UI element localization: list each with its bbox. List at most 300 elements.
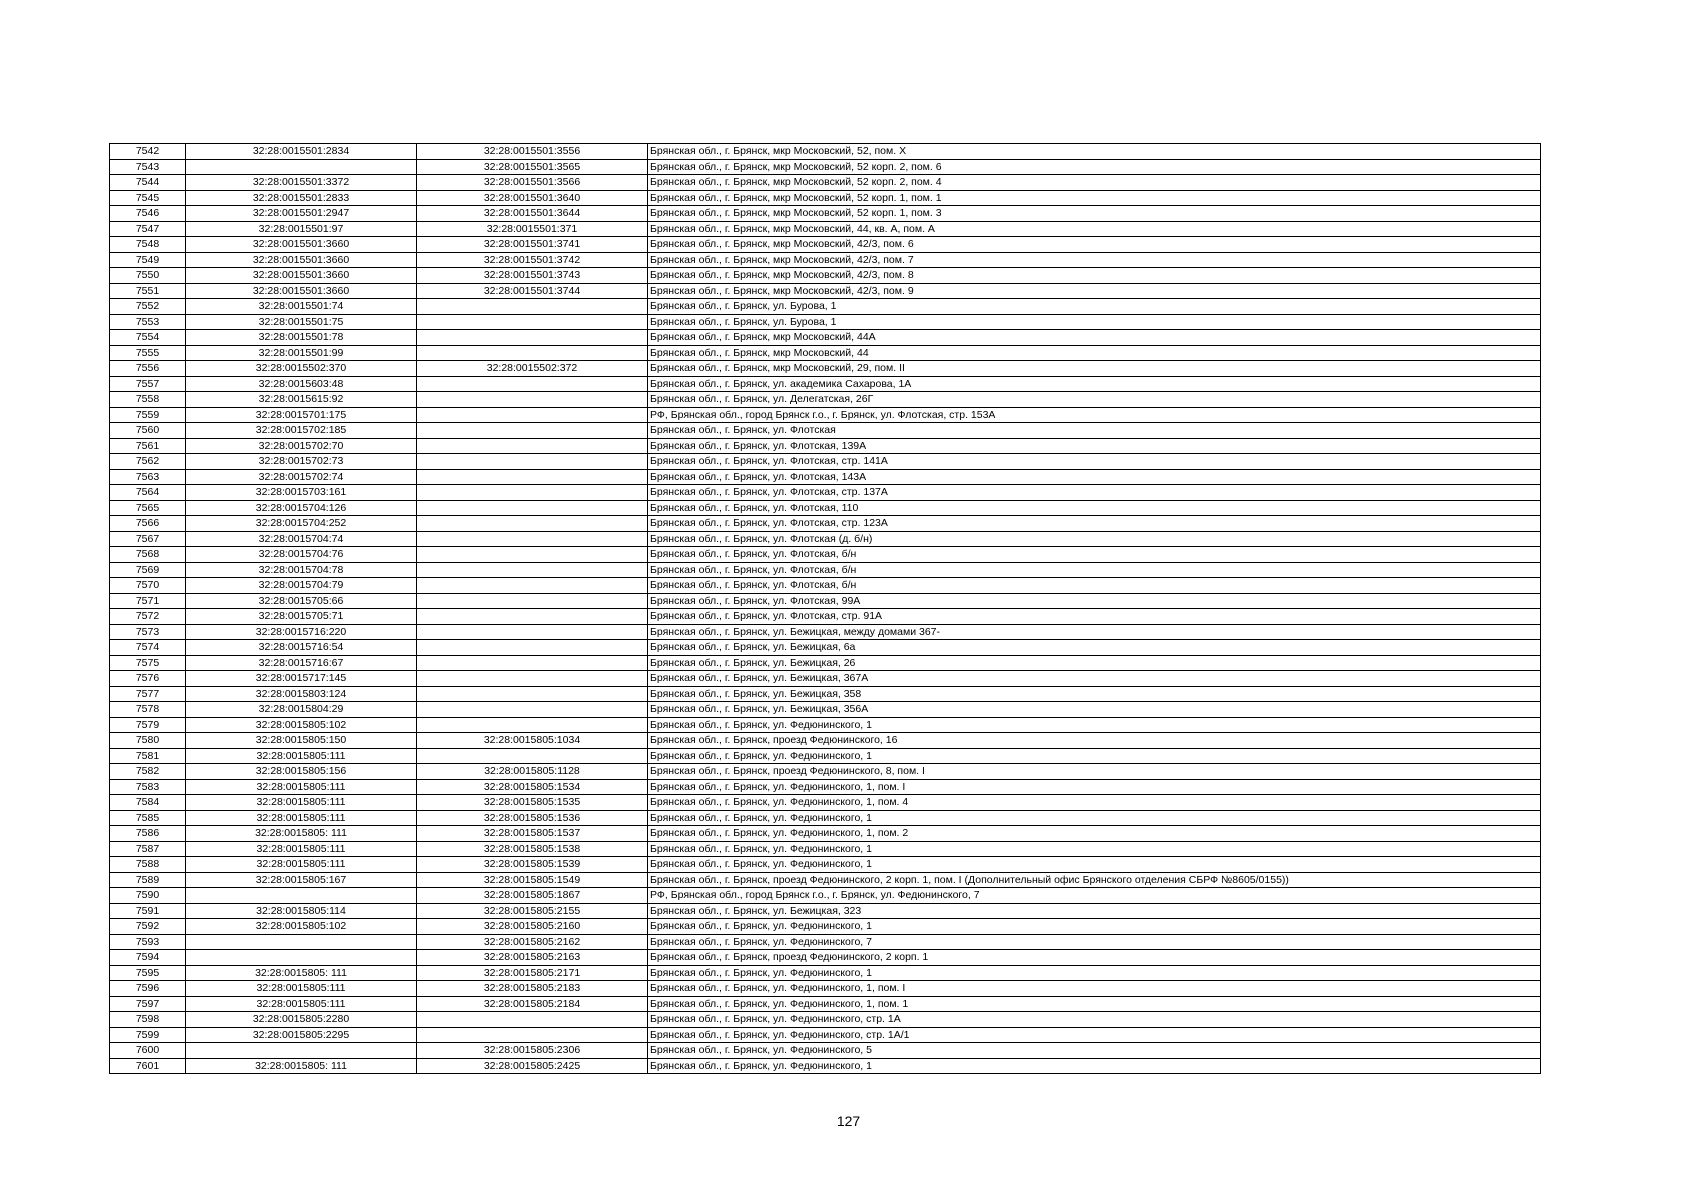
building-cadastral-number-cell: 32:28:0015501:3640 — [417, 190, 648, 206]
row-number-cell: 7572 — [110, 609, 186, 625]
address-cell: Брянская обл., г. Брянск, мкр Московский, 52 корп. 1, пом. 1 — [648, 190, 1541, 206]
table-row — [110, 624, 1541, 640]
row-number-cell: 7548 — [110, 237, 186, 253]
row-number-cell: 7577 — [110, 686, 186, 702]
building-cadastral-number-cell — [417, 345, 648, 361]
row-number-cell: 7594 — [110, 950, 186, 966]
parcel-cadastral-number-cell — [186, 159, 417, 175]
address-cell: Брянская обл., г. Брянск, ул. Федюнинского, 1, пом. I — [648, 779, 1541, 795]
row-number-cell: 7584 — [110, 795, 186, 811]
property-table — [109, 143, 1541, 1074]
building-cadastral-number-cell: 32:28:0015805:2184 — [417, 996, 648, 1012]
row-number-cell: 7562 — [110, 454, 186, 470]
building-cadastral-number-cell — [417, 593, 648, 609]
parcel-cadastral-number-cell — [186, 934, 417, 950]
row-number-cell: 7591 — [110, 903, 186, 919]
row-number-cell: 7578 — [110, 702, 186, 718]
address-cell: Брянская обл., г. Брянск, ул. Федюнинского, 1 — [648, 841, 1541, 857]
table-row — [110, 314, 1541, 330]
building-cadastral-number-cell: 32:28:0015501:3742 — [417, 252, 648, 268]
address-cell: Брянская обл., г. Брянск, ул. Флотская, 139А — [648, 438, 1541, 454]
table-row — [110, 826, 1541, 842]
row-number-cell: 7601 — [110, 1058, 186, 1074]
building-cadastral-number-cell — [417, 1012, 648, 1028]
address-cell: Брянская обл., г. Брянск, ул. Флотская, 143А — [648, 469, 1541, 485]
table-row — [110, 144, 1541, 160]
table-row — [110, 996, 1541, 1012]
building-cadastral-number-cell — [417, 330, 648, 346]
parcel-cadastral-number-cell: 32:28:0015704:126 — [186, 500, 417, 516]
building-cadastral-number-cell: 32:28:0015805:2163 — [417, 950, 648, 966]
row-number-cell: 7569 — [110, 562, 186, 578]
address-cell: Брянская обл., г. Брянск, ул. Федюнинского, 1, пом. I — [648, 981, 1541, 997]
address-cell: Брянская обл., г. Брянск, ул. Флотская, б/н — [648, 547, 1541, 563]
parcel-cadastral-number-cell: 32:28:0015805:111 — [186, 996, 417, 1012]
address-cell: Брянская обл., г. Брянск, ул. Флотская, стр. 141А — [648, 454, 1541, 470]
parcel-cadastral-number-cell: 32:28:0015805:102 — [186, 919, 417, 935]
row-number-cell: 7549 — [110, 252, 186, 268]
row-number-cell: 7545 — [110, 190, 186, 206]
table-row — [110, 810, 1541, 826]
row-number-cell: 7590 — [110, 888, 186, 904]
row-number-cell: 7566 — [110, 516, 186, 532]
row-number-cell: 7595 — [110, 965, 186, 981]
table-row — [110, 578, 1541, 594]
row-number-cell: 7588 — [110, 857, 186, 873]
address-cell: Брянская обл., г. Брянск, ул. Федюнинского, 1 — [648, 748, 1541, 764]
address-cell: Брянская обл., г. Брянск, ул. Бежицкая, 6а — [648, 640, 1541, 656]
row-number-cell: 7592 — [110, 919, 186, 935]
address-cell: Брянская обл., г. Брянск, ул. Федюнинского, 1 — [648, 717, 1541, 733]
parcel-cadastral-number-cell: 32:28:0015501:74 — [186, 299, 417, 315]
table-row — [110, 965, 1541, 981]
building-cadastral-number-cell — [417, 376, 648, 392]
row-number-cell: 7582 — [110, 764, 186, 780]
table-row — [110, 159, 1541, 175]
address-cell: Брянская обл., г. Брянск, ул. Федюнинского, 5 — [648, 1043, 1541, 1059]
table-row — [110, 547, 1541, 563]
row-number-cell: 7546 — [110, 206, 186, 222]
address-cell: Брянская обл., г. Брянск, проезд Федюнинского, 2 корп. 1, пом. I (Дополнительный офис Брянского отделения СБРФ №8605/0155)) — [648, 872, 1541, 888]
row-number-cell: 7574 — [110, 640, 186, 656]
address-cell: Брянская обл., г. Брянск, ул. Бежицкая, 26 — [648, 655, 1541, 671]
parcel-cadastral-number-cell: 32:28:0015716:67 — [186, 655, 417, 671]
building-cadastral-number-cell: 32:28:0015501:3743 — [417, 268, 648, 284]
table-row — [110, 717, 1541, 733]
building-cadastral-number-cell — [417, 640, 648, 656]
parcel-cadastral-number-cell — [186, 950, 417, 966]
building-cadastral-number-cell: 32:28:0015502:372 — [417, 361, 648, 377]
address-cell: Брянская обл., г. Брянск, мкр Московский, 44, кв. А, пом. А — [648, 221, 1541, 237]
parcel-cadastral-number-cell: 32:28:0015804:29 — [186, 702, 417, 718]
building-cadastral-number-cell — [417, 547, 648, 563]
address-cell: Брянская обл., г. Брянск, ул. Флотская, 110 — [648, 500, 1541, 516]
address-cell: Брянская обл., г. Брянск, ул. Федюнинского, стр. 1А — [648, 1012, 1541, 1028]
table-row — [110, 702, 1541, 718]
parcel-cadastral-number-cell — [186, 1043, 417, 1059]
parcel-cadastral-number-cell: 32:28:0015704:78 — [186, 562, 417, 578]
parcel-cadastral-number-cell: 32:28:0015701:175 — [186, 407, 417, 423]
parcel-cadastral-number-cell: 32:28:0015803:124 — [186, 686, 417, 702]
table-row — [110, 733, 1541, 749]
parcel-cadastral-number-cell: 32:28:0015501:3372 — [186, 175, 417, 191]
address-cell: Брянская обл., г. Брянск, ул. Федюнинского, 1 — [648, 919, 1541, 935]
page-number: 127 — [836, 1113, 861, 1129]
building-cadastral-number-cell — [417, 562, 648, 578]
parcel-cadastral-number-cell: 32:28:0015501:75 — [186, 314, 417, 330]
table-row — [110, 609, 1541, 625]
address-cell: Брянская обл., г. Брянск, мкр Московский, 52 корп. 2, пом. 4 — [648, 175, 1541, 191]
address-cell: Брянская обл., г. Брянск, мкр Московский, 52, пом. X — [648, 144, 1541, 160]
address-cell: Брянская обл., г. Брянск, ул. Флотская, стр. 91А — [648, 609, 1541, 625]
parcel-cadastral-number-cell: 32:28:0015805:2280 — [186, 1012, 417, 1028]
building-cadastral-number-cell: 32:28:0015501:371 — [417, 221, 648, 237]
address-cell: Брянская обл., г. Брянск, ул. Флотская, стр. 123А — [648, 516, 1541, 532]
parcel-cadastral-number-cell: 32:28:0015501:3660 — [186, 268, 417, 284]
address-cell: Брянская обл., г. Брянск, ул. Флотская, б/н — [648, 578, 1541, 594]
row-number-cell: 7580 — [110, 733, 186, 749]
parcel-cadastral-number-cell: 32:28:0015705:66 — [186, 593, 417, 609]
row-number-cell: 7564 — [110, 485, 186, 501]
row-number-cell: 7573 — [110, 624, 186, 640]
row-number-cell: 7543 — [110, 159, 186, 175]
table-body — [110, 144, 1541, 1074]
table-row — [110, 485, 1541, 501]
row-number-cell: 7570 — [110, 578, 186, 594]
address-cell: Брянская обл., г. Брянск, ул. Федюнинского, 1, пом. 2 — [648, 826, 1541, 842]
table-row — [110, 934, 1541, 950]
row-number-cell: 7600 — [110, 1043, 186, 1059]
building-cadastral-number-cell: 32:28:0015501:3644 — [417, 206, 648, 222]
parcel-cadastral-number-cell: 32:28:0015805:111 — [186, 779, 417, 795]
address-cell: Брянская обл., г. Брянск, ул. Федюнинского, 1, пом. 1 — [648, 996, 1541, 1012]
table-row — [110, 345, 1541, 361]
address-cell: Брянская обл., г. Брянск, мкр Московский, 42/3, пом. 6 — [648, 237, 1541, 253]
address-cell: Брянская обл., г. Брянск, ул. Бежицкая, 358 — [648, 686, 1541, 702]
row-number-cell: 7551 — [110, 283, 186, 299]
table-row — [110, 376, 1541, 392]
row-number-cell: 7544 — [110, 175, 186, 191]
building-cadastral-number-cell: 32:28:0015805:1535 — [417, 795, 648, 811]
row-number-cell: 7575 — [110, 655, 186, 671]
parcel-cadastral-number-cell: 32:28:0015805: 111 — [186, 1058, 417, 1074]
row-number-cell: 7557 — [110, 376, 186, 392]
table-row — [110, 407, 1541, 423]
address-cell: Брянская обл., г. Брянск, мкр Московский, 52 корп. 2, пом. 6 — [648, 159, 1541, 175]
building-cadastral-number-cell — [417, 407, 648, 423]
row-number-cell: 7559 — [110, 407, 186, 423]
parcel-cadastral-number-cell: 32:28:0015716:54 — [186, 640, 417, 656]
address-cell: Брянская обл., г. Брянск, мкр Московский, 44 — [648, 345, 1541, 361]
address-cell: Брянская обл., г. Брянск, проезд Федюнинского, 16 — [648, 733, 1541, 749]
row-number-cell: 7550 — [110, 268, 186, 284]
building-cadastral-number-cell: 32:28:0015805:2171 — [417, 965, 648, 981]
table-row — [110, 671, 1541, 687]
row-number-cell: 7561 — [110, 438, 186, 454]
parcel-cadastral-number-cell: 32:28:0015805: 111 — [186, 826, 417, 842]
address-cell: Брянская обл., г. Брянск, проезд Федюнинского, 8, пом. I — [648, 764, 1541, 780]
table-row — [110, 562, 1541, 578]
row-number-cell: 7568 — [110, 547, 186, 563]
row-number-cell: 7581 — [110, 748, 186, 764]
table-row — [110, 857, 1541, 873]
building-cadastral-number-cell — [417, 609, 648, 625]
table-row — [110, 454, 1541, 470]
building-cadastral-number-cell — [417, 314, 648, 330]
building-cadastral-number-cell — [417, 500, 648, 516]
address-cell: Брянская обл., г. Брянск, ул. Федюнинского, 1 — [648, 1058, 1541, 1074]
row-number-cell: 7554 — [110, 330, 186, 346]
parcel-cadastral-number-cell: 32:28:0015805:167 — [186, 872, 417, 888]
parcel-cadastral-number-cell: 32:28:0015704:79 — [186, 578, 417, 594]
table-row — [110, 686, 1541, 702]
building-cadastral-number-cell — [417, 469, 648, 485]
table-row — [110, 423, 1541, 439]
table-row — [110, 206, 1541, 222]
parcel-cadastral-number-cell: 32:28:0015805:114 — [186, 903, 417, 919]
address-cell: Брянская обл., г. Брянск, ул. Федюнинского, 1, пом. 4 — [648, 795, 1541, 811]
row-number-cell: 7556 — [110, 361, 186, 377]
building-cadastral-number-cell — [417, 299, 648, 315]
address-cell: Брянская обл., г. Брянск, ул. Бурова, 1 — [648, 314, 1541, 330]
parcel-cadastral-number-cell: 32:28:0015702:185 — [186, 423, 417, 439]
building-cadastral-number-cell: 32:28:0015805:2183 — [417, 981, 648, 997]
table-row — [110, 764, 1541, 780]
parcel-cadastral-number-cell: 32:28:0015702:70 — [186, 438, 417, 454]
building-cadastral-number-cell — [417, 516, 648, 532]
table-row — [110, 795, 1541, 811]
building-cadastral-number-cell: 32:28:0015805:1536 — [417, 810, 648, 826]
table-row — [110, 361, 1541, 377]
table-row — [110, 1027, 1541, 1043]
parcel-cadastral-number-cell: 32:28:0015704:74 — [186, 531, 417, 547]
building-cadastral-number-cell — [417, 423, 648, 439]
table-row — [110, 500, 1541, 516]
building-cadastral-number-cell: 32:28:0015805:1539 — [417, 857, 648, 873]
building-cadastral-number-cell — [417, 454, 648, 470]
table-row — [110, 283, 1541, 299]
table-row — [110, 392, 1541, 408]
address-cell: Брянская обл., г. Брянск, мкр Московский, 52 корп. 1, пом. 3 — [648, 206, 1541, 222]
parcel-cadastral-number-cell: 32:28:0015703:161 — [186, 485, 417, 501]
row-number-cell: 7579 — [110, 717, 186, 733]
building-cadastral-number-cell: 32:28:0015501:3744 — [417, 283, 648, 299]
parcel-cadastral-number-cell: 32:28:0015805:111 — [186, 841, 417, 857]
parcel-cadastral-number-cell: 32:28:0015501:3660 — [186, 237, 417, 253]
parcel-cadastral-number-cell: 32:28:0015501:2834 — [186, 144, 417, 160]
address-cell: Брянская обл., г. Брянск, ул. Делегатская, 26Г — [648, 392, 1541, 408]
table-row — [110, 779, 1541, 795]
row-number-cell: 7542 — [110, 144, 186, 160]
table-row — [110, 655, 1541, 671]
row-number-cell: 7586 — [110, 826, 186, 842]
table-row — [110, 1043, 1541, 1059]
parcel-cadastral-number-cell: 32:28:0015805:111 — [186, 748, 417, 764]
row-number-cell: 7576 — [110, 671, 186, 687]
address-cell: Брянская обл., г. Брянск, ул. Бежицкая, 323 — [648, 903, 1541, 919]
address-cell: Брянская обл., г. Брянск, ул. Бежицкая, 356А — [648, 702, 1541, 718]
table-row — [110, 175, 1541, 191]
building-cadastral-number-cell — [417, 624, 648, 640]
row-number-cell: 7585 — [110, 810, 186, 826]
address-cell: Брянская обл., г. Брянск, ул. Бурова, 1 — [648, 299, 1541, 315]
row-number-cell: 7565 — [110, 500, 186, 516]
parcel-cadastral-number-cell — [186, 888, 417, 904]
parcel-cadastral-number-cell: 32:28:0015716:220 — [186, 624, 417, 640]
parcel-cadastral-number-cell: 32:28:0015501:99 — [186, 345, 417, 361]
row-number-cell: 7547 — [110, 221, 186, 237]
building-cadastral-number-cell: 32:28:0015805:2306 — [417, 1043, 648, 1059]
parcel-cadastral-number-cell: 32:28:0015717:145 — [186, 671, 417, 687]
row-number-cell: 7599 — [110, 1027, 186, 1043]
address-cell: Брянская обл., г. Брянск, ул. Федюнинского, 1 — [648, 857, 1541, 873]
address-cell: Брянская обл., г. Брянск, ул. Флотская, стр. 137А — [648, 485, 1541, 501]
table-row — [110, 237, 1541, 253]
building-cadastral-number-cell: 32:28:0015805:1549 — [417, 872, 648, 888]
parcel-cadastral-number-cell: 32:28:0015702:74 — [186, 469, 417, 485]
address-cell: Брянская обл., г. Брянск, ул. Флотская, б/н — [648, 562, 1541, 578]
table-row — [110, 268, 1541, 284]
address-cell: Брянская обл., г. Брянск, мкр Московский, 29, пом. II — [648, 361, 1541, 377]
building-cadastral-number-cell — [417, 485, 648, 501]
parcel-cadastral-number-cell: 32:28:0015501:97 — [186, 221, 417, 237]
parcel-cadastral-number-cell: 32:28:0015501:78 — [186, 330, 417, 346]
address-cell: РФ, Брянская обл., город Брянск г.о., г. Брянск, ул. Флотская, стр. 153А — [648, 407, 1541, 423]
parcel-cadastral-number-cell: 32:28:0015805:111 — [186, 857, 417, 873]
parcel-cadastral-number-cell: 32:28:0015805:102 — [186, 717, 417, 733]
row-number-cell: 7598 — [110, 1012, 186, 1028]
parcel-cadastral-number-cell: 32:28:0015615:92 — [186, 392, 417, 408]
row-number-cell: 7558 — [110, 392, 186, 408]
building-cadastral-number-cell: 32:28:0015805:2162 — [417, 934, 648, 950]
row-number-cell: 7596 — [110, 981, 186, 997]
row-number-cell: 7552 — [110, 299, 186, 315]
building-cadastral-number-cell — [417, 671, 648, 687]
address-cell: Брянская обл., г. Брянск, мкр Московский, 44А — [648, 330, 1541, 346]
address-cell: Брянская обл., г. Брянск, мкр Московский, 42/3, пом. 9 — [648, 283, 1541, 299]
table-row — [110, 221, 1541, 237]
table-row — [110, 872, 1541, 888]
parcel-cadastral-number-cell: 32:28:0015502:370 — [186, 361, 417, 377]
parcel-cadastral-number-cell: 32:28:0015805:156 — [186, 764, 417, 780]
building-cadastral-number-cell: 32:28:0015805:2155 — [417, 903, 648, 919]
parcel-cadastral-number-cell: 32:28:0015702:73 — [186, 454, 417, 470]
table-row — [110, 531, 1541, 547]
building-cadastral-number-cell: 32:28:0015501:3556 — [417, 144, 648, 160]
table-row — [110, 1058, 1541, 1074]
address-cell: Брянская обл., г. Брянск, мкр Московский, 42/3, пом. 7 — [648, 252, 1541, 268]
table-row — [110, 919, 1541, 935]
address-cell: Брянская обл., г. Брянск, проезд Федюнинского, 2 корп. 1 — [648, 950, 1541, 966]
building-cadastral-number-cell: 32:28:0015805:2425 — [417, 1058, 648, 1074]
parcel-cadastral-number-cell: 32:28:0015805: 111 — [186, 965, 417, 981]
row-number-cell: 7583 — [110, 779, 186, 795]
address-cell: Брянская обл., г. Брянск, мкр Московский, 42/3, пом. 8 — [648, 268, 1541, 284]
row-number-cell: 7567 — [110, 531, 186, 547]
parcel-cadastral-number-cell: 32:28:0015705:71 — [186, 609, 417, 625]
building-cadastral-number-cell — [417, 392, 648, 408]
building-cadastral-number-cell: 32:28:0015805:1538 — [417, 841, 648, 857]
table-row — [110, 1012, 1541, 1028]
building-cadastral-number-cell: 32:28:0015805:1867 — [417, 888, 648, 904]
row-number-cell: 7563 — [110, 469, 186, 485]
parcel-cadastral-number-cell: 32:28:0015805:150 — [186, 733, 417, 749]
building-cadastral-number-cell: 32:28:0015805:1537 — [417, 826, 648, 842]
table-row — [110, 252, 1541, 268]
building-cadastral-number-cell: 32:28:0015805:1128 — [417, 764, 648, 780]
building-cadastral-number-cell: 32:28:0015501:3566 — [417, 175, 648, 191]
table-row — [110, 981, 1541, 997]
table-row — [110, 330, 1541, 346]
address-cell: Брянская обл., г. Брянск, ул. Флотская, 99А — [648, 593, 1541, 609]
building-cadastral-number-cell — [417, 748, 648, 764]
building-cadastral-number-cell — [417, 531, 648, 547]
parcel-cadastral-number-cell: 32:28:0015704:76 — [186, 547, 417, 563]
building-cadastral-number-cell: 32:28:0015501:3565 — [417, 159, 648, 175]
building-cadastral-number-cell — [417, 578, 648, 594]
parcel-cadastral-number-cell: 32:28:0015805:111 — [186, 810, 417, 826]
building-cadastral-number-cell — [417, 655, 648, 671]
address-cell: Брянская обл., г. Брянск, ул. Бежицкая, 367А — [648, 671, 1541, 687]
building-cadastral-number-cell: 32:28:0015805:1034 — [417, 733, 648, 749]
building-cadastral-number-cell — [417, 686, 648, 702]
parcel-cadastral-number-cell: 32:28:0015501:3660 — [186, 283, 417, 299]
building-cadastral-number-cell: 32:28:0015805:2160 — [417, 919, 648, 935]
parcel-cadastral-number-cell: 32:28:0015501:2833 — [186, 190, 417, 206]
address-cell: Брянская обл., г. Брянск, ул. Федюнинского, 1 — [648, 965, 1541, 981]
table-row — [110, 903, 1541, 919]
building-cadastral-number-cell — [417, 717, 648, 733]
row-number-cell: 7589 — [110, 872, 186, 888]
address-cell: Брянская обл., г. Брянск, ул. Флотская (д. б/н) — [648, 531, 1541, 547]
parcel-cadastral-number-cell: 32:28:0015805:2295 — [186, 1027, 417, 1043]
row-number-cell: 7593 — [110, 934, 186, 950]
building-cadastral-number-cell: 32:28:0015805:1534 — [417, 779, 648, 795]
table-row — [110, 516, 1541, 532]
address-cell: Брянская обл., г. Брянск, ул. Федюнинского, 7 — [648, 934, 1541, 950]
address-cell: Брянская обл., г. Брянск, ул. академика Сахарова, 1А — [648, 376, 1541, 392]
address-cell: Брянская обл., г. Брянск, ул. Бежицкая, между домами 367- — [648, 624, 1541, 640]
building-cadastral-number-cell — [417, 702, 648, 718]
building-cadastral-number-cell — [417, 1027, 648, 1043]
table-row — [110, 640, 1541, 656]
table-row — [110, 888, 1541, 904]
address-cell: РФ, Брянская обл., город Брянск г.о., г. Брянск, ул. Федюнинского, 7 — [648, 888, 1541, 904]
row-number-cell: 7587 — [110, 841, 186, 857]
address-cell: Брянская обл., г. Брянск, ул. Федюнинского, стр. 1А/1 — [648, 1027, 1541, 1043]
row-number-cell: 7553 — [110, 314, 186, 330]
address-cell: Брянская обл., г. Брянск, ул. Федюнинского, 1 — [648, 810, 1541, 826]
table-row — [110, 438, 1541, 454]
parcel-cadastral-number-cell: 32:28:0015805:111 — [186, 795, 417, 811]
building-cadastral-number-cell — [417, 438, 648, 454]
table-row — [110, 950, 1541, 966]
table-row — [110, 299, 1541, 315]
building-cadastral-number-cell: 32:28:0015501:3741 — [417, 237, 648, 253]
row-number-cell: 7555 — [110, 345, 186, 361]
parcel-cadastral-number-cell: 32:28:0015501:3660 — [186, 252, 417, 268]
table-row — [110, 841, 1541, 857]
parcel-cadastral-number-cell: 32:28:0015704:252 — [186, 516, 417, 532]
table-row — [110, 469, 1541, 485]
table-row — [110, 748, 1541, 764]
row-number-cell: 7560 — [110, 423, 186, 439]
row-number-cell: 7597 — [110, 996, 186, 1012]
parcel-cadastral-number-cell: 32:28:0015501:2947 — [186, 206, 417, 222]
row-number-cell: 7571 — [110, 593, 186, 609]
parcel-cadastral-number-cell: 32:28:0015805:111 — [186, 981, 417, 997]
address-cell: Брянская обл., г. Брянск, ул. Флотская — [648, 423, 1541, 439]
